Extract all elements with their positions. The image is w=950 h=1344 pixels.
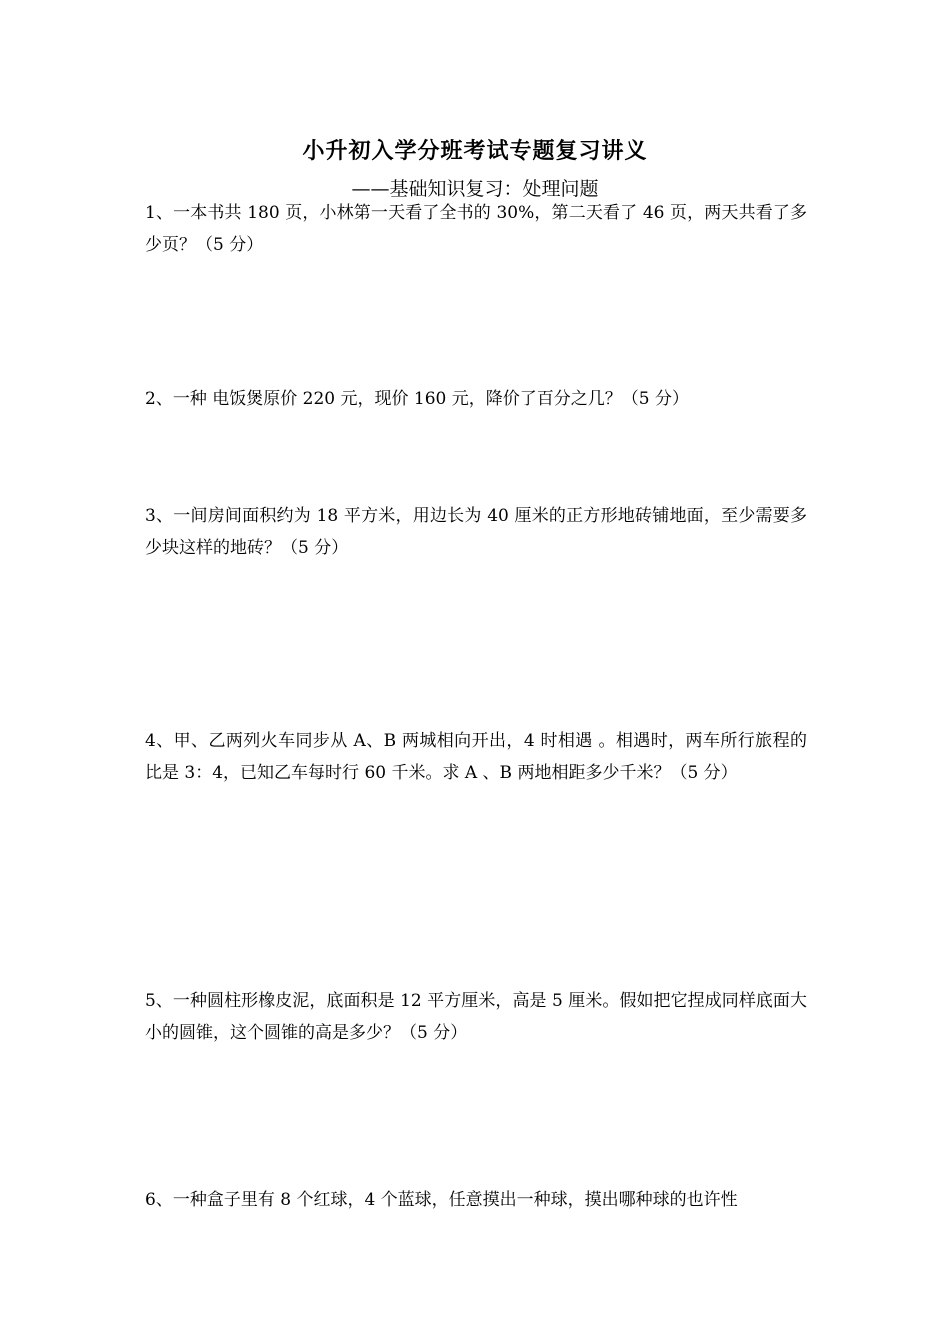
question-1: 1、一本书共 180 页，小林第一天看了全书的 30%，第二天看了 46 页，两天共看了多少页？（5 分） <box>145 203 807 255</box>
question-2: 2、一种 电饭煲原价 220 元，现价 160 元，降价了百分之几？（5 分） <box>145 389 689 409</box>
document-title: 小升初入学分班考试专题复习讲义 <box>302 139 648 164</box>
question-3: 3、一间房间面积约为 18 平方米，用边长为 40 厘米的正方形地砖铺地面，至少需要多少块这样的地砖？（5 分） <box>145 506 807 558</box>
question-4: 4、甲、乙两列火车同步从 A、B 两城相向开出，4 时相遇 。相遇时，两车所行旅程的比是 3：4，已知乙车每时行 60 千米。求 A 、B 两地相距多少千米？（5 分） <box>145 731 807 783</box>
question-6: 6、一种盒子里有 8 个红球，4 个蓝球，任意摸出一种球，摸出哪种球的也许性 <box>145 1190 738 1210</box>
document-subtitle: ——基础知识复习：处理问题 <box>351 178 599 200</box>
question-5: 5、一种圆柱形橡皮泥，底面积是 12 平方厘米，高是 5 厘米。假如把它捏成同样底面大小的圆锥，这个圆锥的高是多少？（5 分） <box>145 991 807 1043</box>
